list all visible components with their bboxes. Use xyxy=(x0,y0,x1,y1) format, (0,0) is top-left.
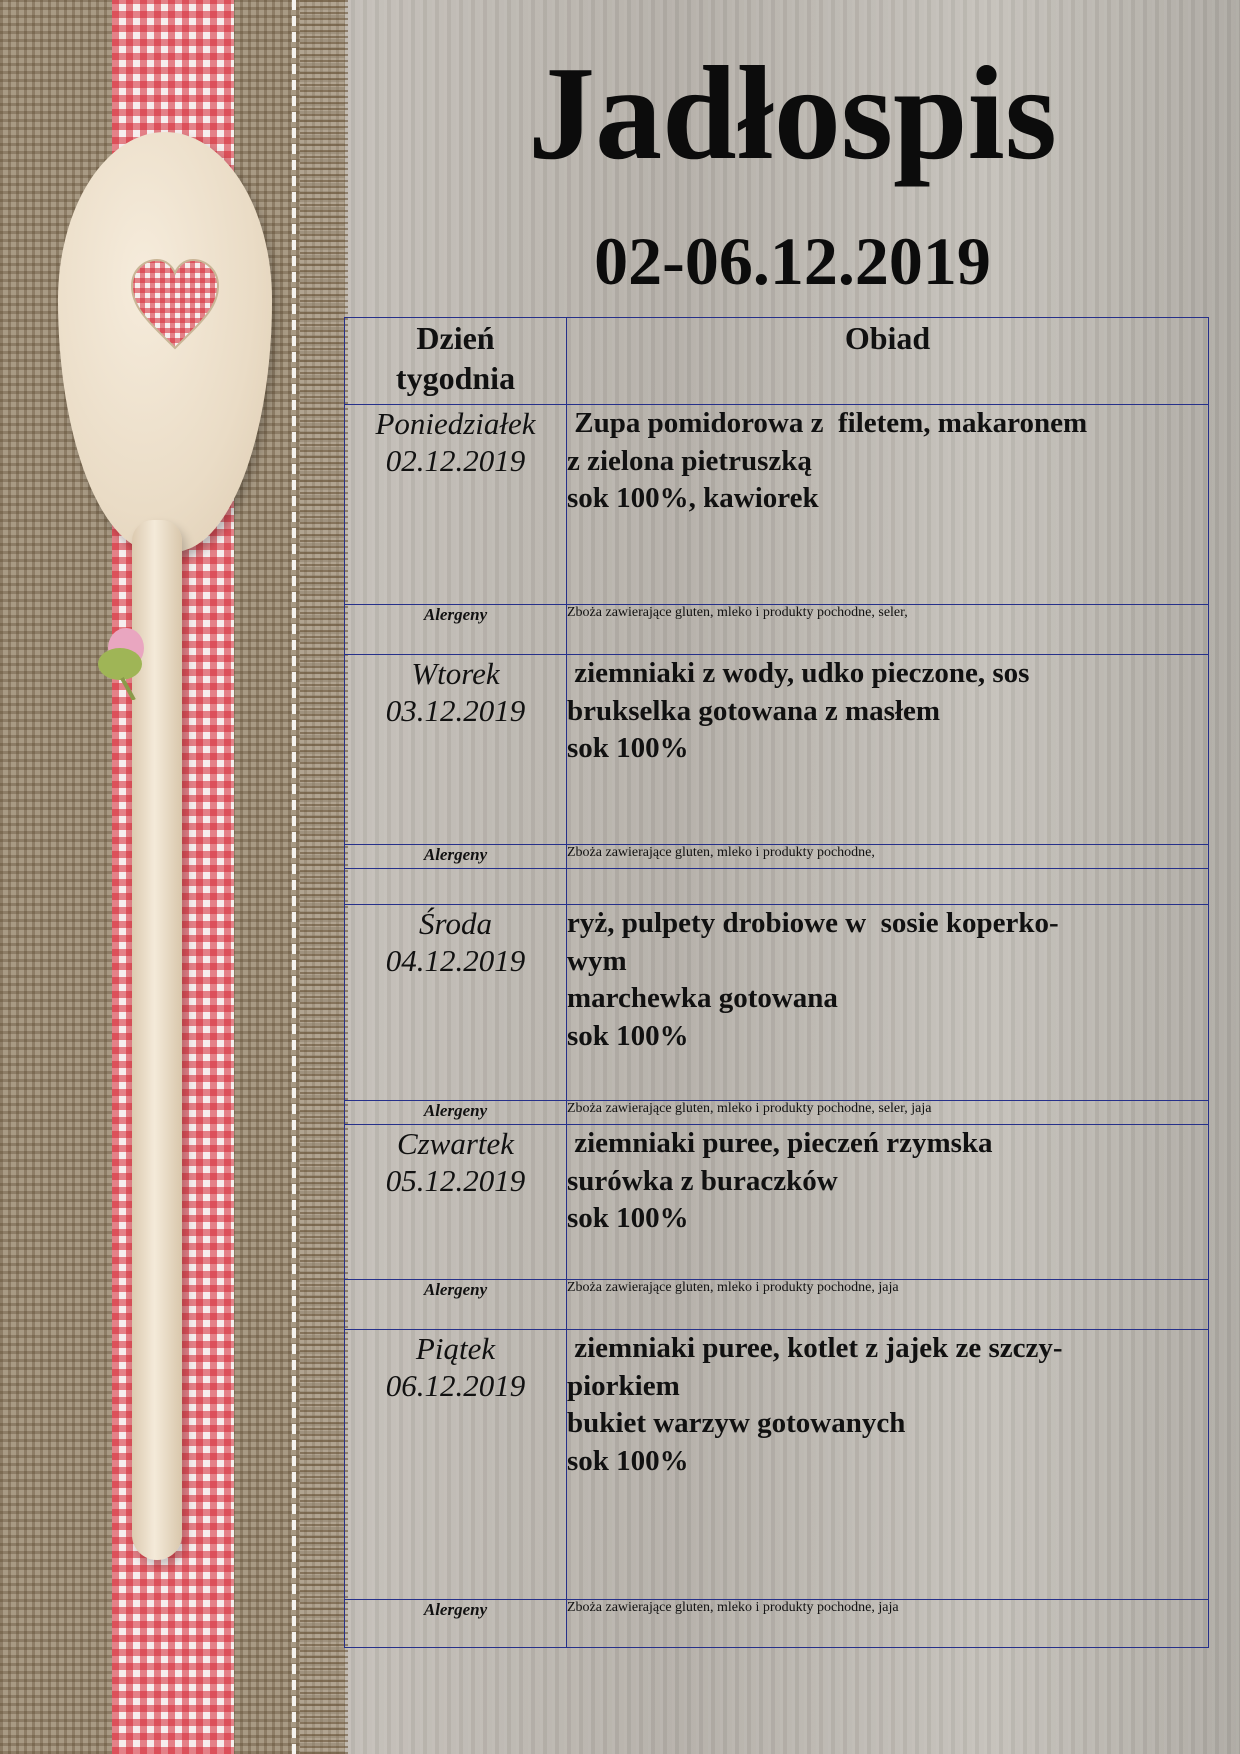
meal-cell xyxy=(567,905,1209,1101)
day-date: 04.12.2019 xyxy=(385,943,526,979)
day-cell xyxy=(345,655,567,845)
spacer-cell xyxy=(345,869,567,905)
allergen-label: Alergeny xyxy=(345,605,567,655)
rose-bud-icon xyxy=(86,620,156,700)
day-name: Piątek xyxy=(415,1331,496,1366)
meal-text: ziemniaki puree, kotlet z jajek ze szczy- piorkiem bukiet warzyw gotowanych sok 100% xyxy=(567,1332,1063,1478)
day-name: Poniedziałek xyxy=(375,406,536,441)
allergen-row xyxy=(345,1101,1209,1125)
meal-cell xyxy=(567,1125,1209,1280)
table-row xyxy=(345,905,1209,1101)
header-meal: Obiad xyxy=(567,318,1209,405)
table-header-row xyxy=(345,318,1209,405)
allergen-text: Zboża zawierające gluten, mleko i produkty pochodne, jaja xyxy=(567,1280,1209,1330)
menu-table xyxy=(344,317,1209,1648)
allergen-label: Alergeny xyxy=(345,1600,567,1648)
heart-icon xyxy=(130,258,220,358)
day-cell xyxy=(345,905,567,1101)
spacer-row xyxy=(345,869,1209,905)
meal-text: ziemniaki z wody, udko pieczone, sos brukselka gotowana z masłem sok 100% xyxy=(567,657,1030,765)
meal-cell xyxy=(567,655,1209,845)
day-cell xyxy=(345,1125,567,1280)
meal-text: ryż, pulpety drobiowe w sosie koperko- wym marchewka gotowana sok 100% xyxy=(567,907,1059,1053)
header-day: Dzień tygodnia xyxy=(345,318,567,405)
day-cell xyxy=(345,1330,567,1600)
day-cell xyxy=(345,405,567,605)
day-date: 02.12.2019 xyxy=(385,443,526,479)
date-range: 02-06.12.2019 xyxy=(594,223,991,299)
day-name: Środa xyxy=(419,906,492,941)
allergen-row xyxy=(345,1600,1209,1648)
allergen-row xyxy=(345,605,1209,655)
day-date: 03.12.2019 xyxy=(385,693,526,729)
allergen-text: Zboża zawierające gluten, mleko i produkty pochodne, seler, xyxy=(567,605,1209,655)
stitch-line xyxy=(292,0,296,1754)
day-name: Wtorek xyxy=(411,656,500,691)
allergen-label: Alergeny xyxy=(345,845,567,869)
allergen-label: Alergeny xyxy=(345,1101,567,1125)
allergen-row xyxy=(345,845,1209,869)
day-date: 06.12.2019 xyxy=(385,1368,526,1404)
table-row xyxy=(345,655,1209,845)
table-row xyxy=(345,405,1209,605)
page-title: Jadłospis xyxy=(528,39,1057,187)
meal-text: Zupa pomidorowa z filetem, makaronem z zielona pietruszką sok 100%, kawiorek xyxy=(567,407,1088,515)
allergen-text: Zboża zawierające gluten, mleko i produkty pochodne, jaja xyxy=(567,1600,1209,1648)
day-name: Czwartek xyxy=(396,1126,515,1161)
spacer-cell xyxy=(567,869,1209,905)
meal-cell xyxy=(567,1330,1209,1600)
table-row xyxy=(345,1330,1209,1600)
burlap-fringe xyxy=(300,0,348,1754)
allergen-text: Zboża zawierające gluten, mleko i produkty pochodne, seler, jaja xyxy=(567,1101,1209,1125)
meal-cell xyxy=(567,405,1209,605)
allergen-text: Zboża zawierające gluten, mleko i produkty pochodne, xyxy=(567,845,1209,869)
meal-text: ziemniaki puree, pieczeń rzymska surówka z buraczków sok 100% xyxy=(567,1127,993,1235)
table-row xyxy=(345,1125,1209,1280)
allergen-label: Alergeny xyxy=(345,1280,567,1330)
day-date: 05.12.2019 xyxy=(385,1163,526,1199)
allergen-row xyxy=(345,1280,1209,1330)
